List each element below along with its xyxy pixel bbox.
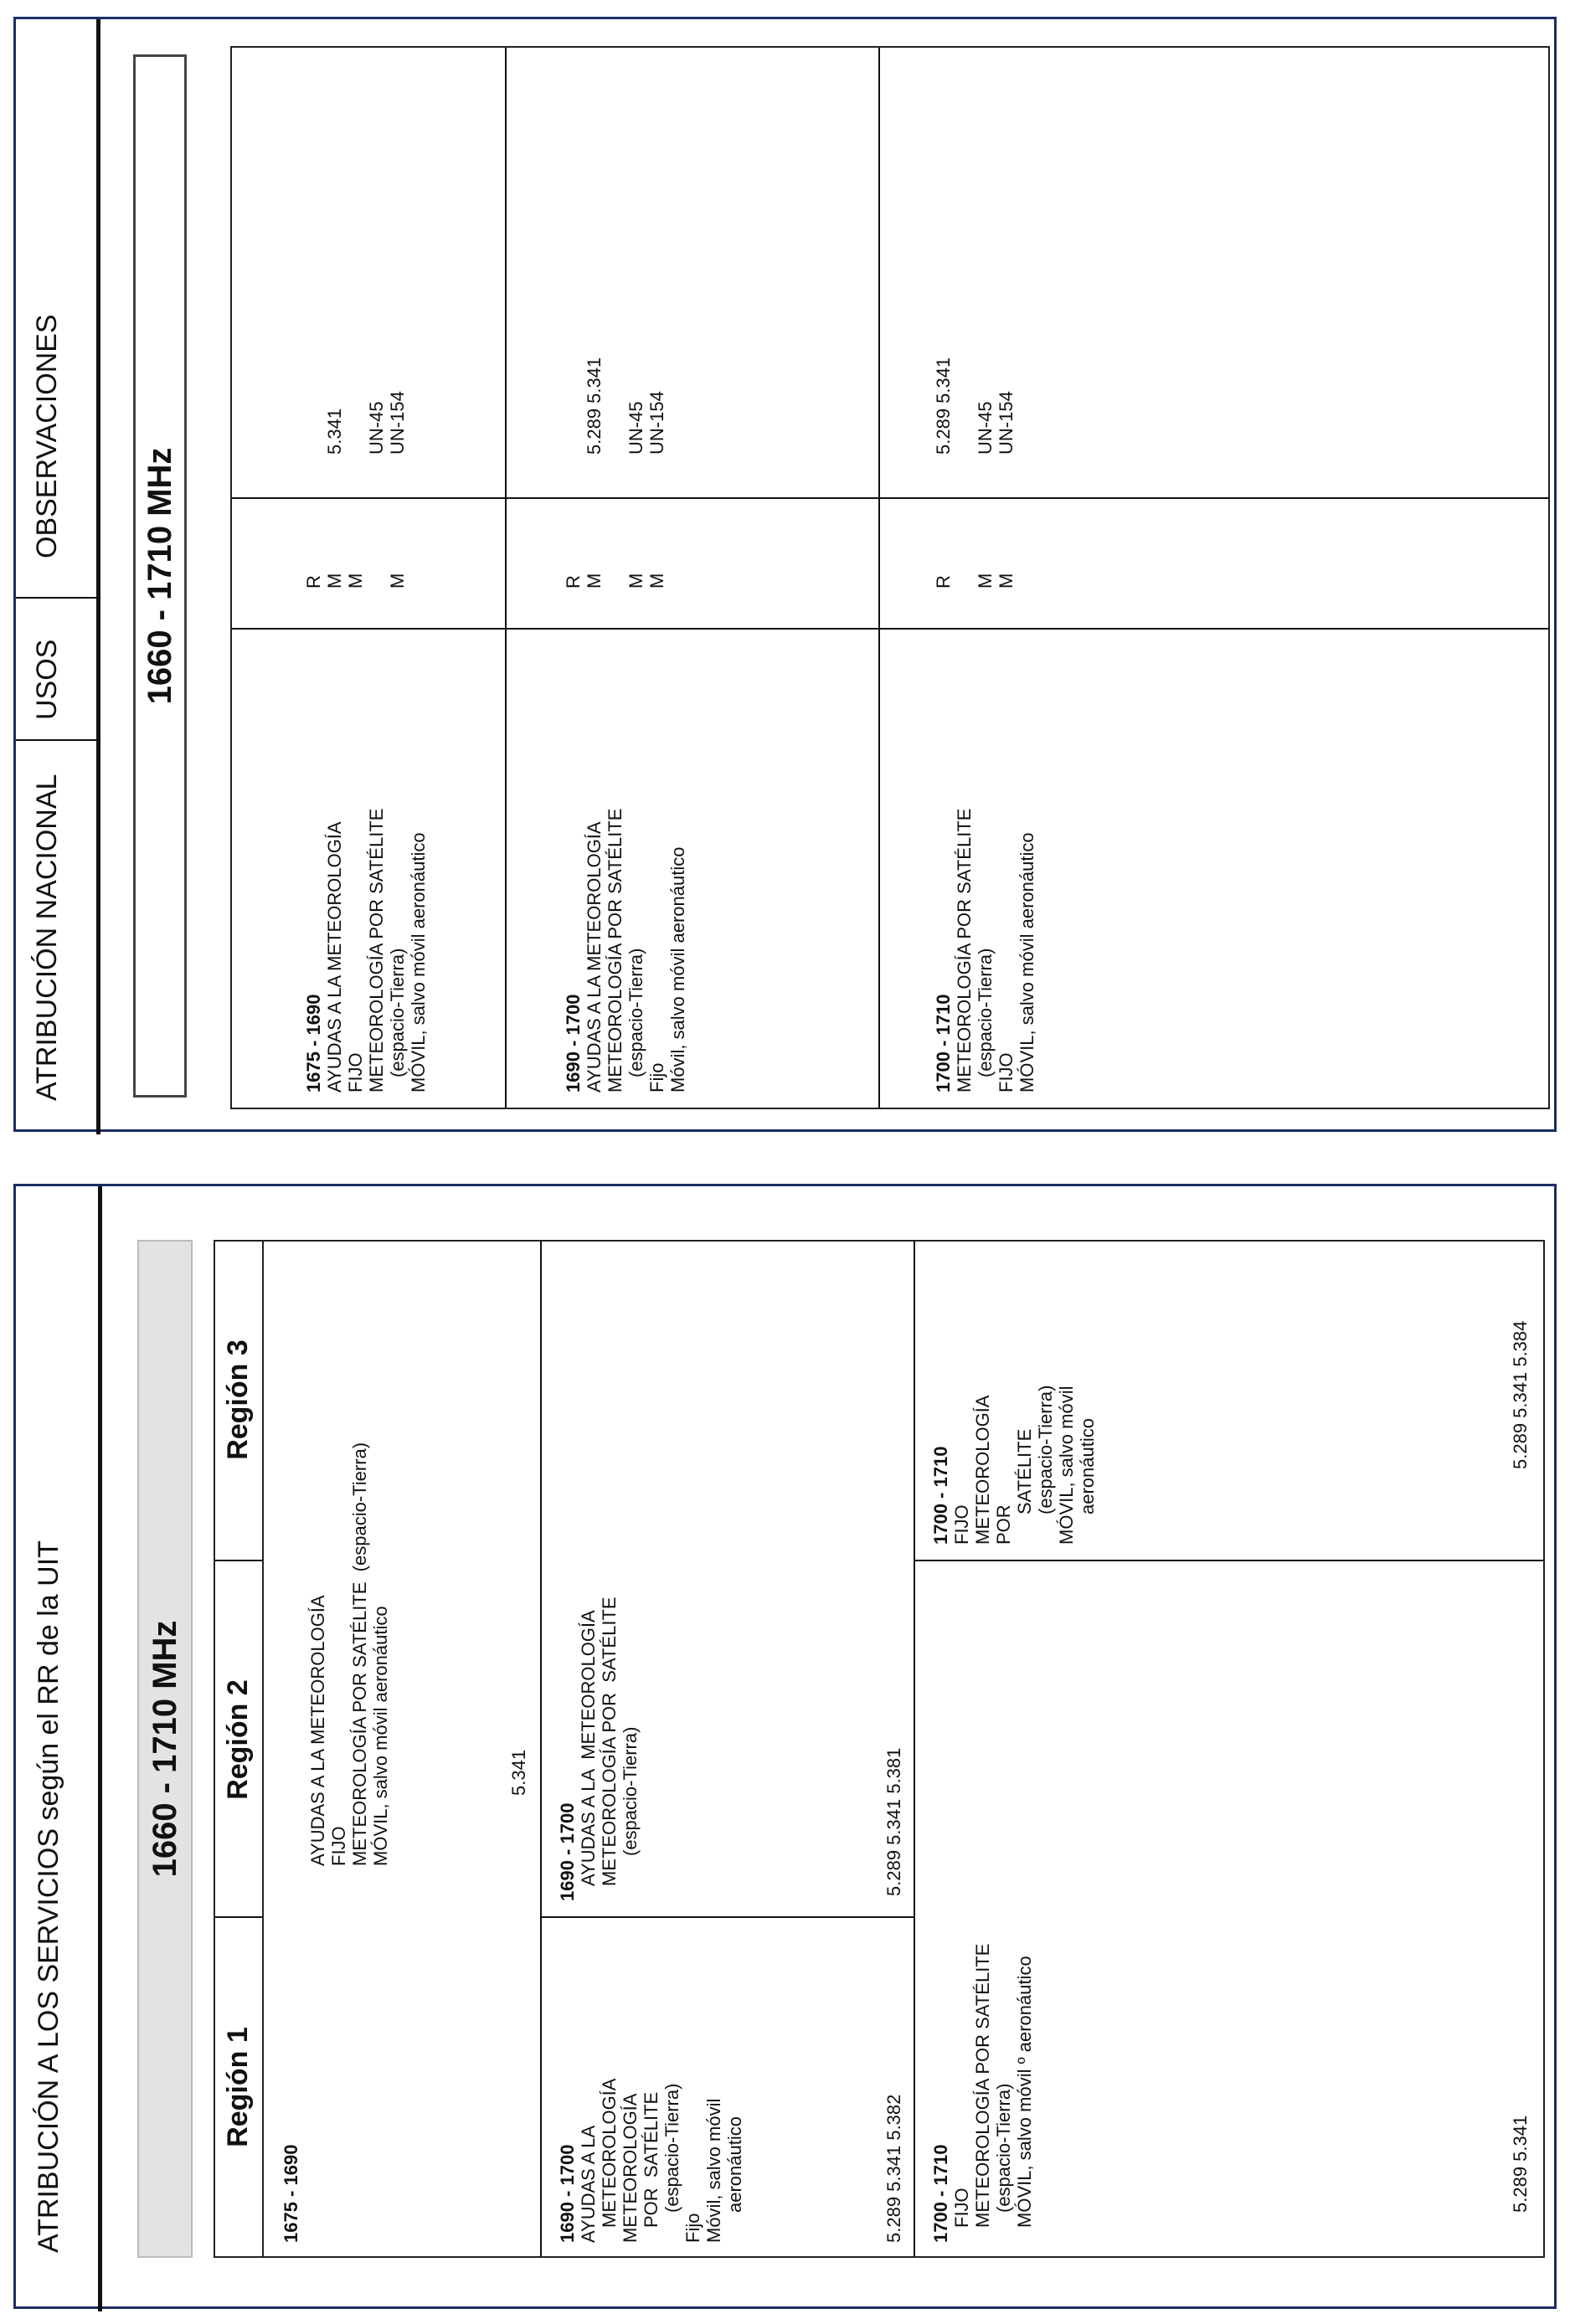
uit-rotated-layer — [16, 1186, 1559, 2311]
freq-range: 1675 - 1690 — [281, 2144, 301, 2243]
region-header-row — [214, 1240, 264, 2258]
service-line: AYUDAS A LA METEOROLOGÍA — [578, 1610, 599, 1886]
uso-code: M — [387, 573, 408, 589]
obs-note: 5.341 — [324, 408, 345, 455]
uso-code: M — [646, 573, 667, 589]
header-divider — [16, 597, 96, 599]
service-line: METEOROLOGÍA POR SATÉLITE — [954, 808, 975, 1093]
uso-code — [605, 573, 625, 589]
service-line: METEOROLOGÍA POR SATÉLITE — [366, 808, 387, 1093]
service-line: POR — [993, 1504, 1014, 1545]
region-3-header: Región 3 — [222, 1339, 254, 1460]
row-divider — [540, 1242, 542, 2256]
obs-note: UN-45 — [975, 401, 996, 455]
service-line: (espacio-Tierra) — [975, 948, 996, 1077]
service-line: MÓVIL, salvo móvil º aeronáutico — [1014, 1956, 1035, 2228]
obs-note — [345, 391, 366, 455]
uit-row2-region1 — [557, 2079, 745, 2243]
national-allocation-panel — [13, 17, 1557, 1132]
service-line: FIJO — [328, 1826, 349, 1866]
uit-table — [262, 1240, 1545, 2258]
uit-row1-services — [307, 1442, 391, 1866]
freq-range: 1690 - 1700 — [557, 1802, 578, 1901]
footnote: 5.289 5.341 5.384 — [1510, 1320, 1531, 1469]
uso-code — [954, 573, 975, 589]
national-table — [230, 46, 1550, 1109]
obs-note: UN-154 — [996, 391, 1017, 455]
service-line: Fijo — [682, 2213, 703, 2243]
header-rule — [98, 1186, 102, 2311]
service-line: MÓVIL, salvo móvil — [1056, 1386, 1077, 1545]
service-line: SATÉLITE — [1014, 1428, 1035, 1514]
usos-cell — [933, 573, 1017, 589]
freq-range: 1690 - 1700 — [557, 2144, 578, 2243]
usos-cell — [303, 573, 408, 589]
service-line: FIJO — [951, 1504, 972, 1545]
header-rule — [96, 19, 100, 1134]
uit-title: ATRIBUCIÓN A LOS SERVICIOS según el RR de la UIT — [33, 1540, 64, 2253]
service-line: aeronáutico — [1077, 1418, 1098, 1514]
header-atribucion-nacional: ATRIBUCIÓN NACIONAL — [31, 774, 63, 1101]
service-line: (espacio-Tierra) — [387, 948, 408, 1077]
service-line: METEOROLOGÍA POR SATÉLITE — [599, 1596, 620, 1886]
service-line: (espacio-Tierra) — [661, 2083, 682, 2213]
national-row-1700-1710 — [912, 809, 1037, 1093]
service-line: AYUDAS A LA METEOROLOGÍA — [324, 821, 345, 1093]
row-divider — [505, 48, 507, 1108]
service-line: (espacio-Tierra) — [1035, 1385, 1056, 1514]
national-row-1690-1700 — [542, 809, 688, 1093]
footnote: 5.289 5.341 — [1510, 2115, 1531, 2213]
service-line: aeronáutico — [724, 2116, 745, 2213]
row-divider — [878, 48, 880, 1108]
footnote: 5.289 5.341 5.382 — [883, 2094, 904, 2243]
uso-code: M — [324, 573, 345, 589]
obs-note — [563, 357, 584, 455]
service-line: Móvil, salvo móvil aeronáutico — [667, 846, 688, 1093]
obs-note — [954, 357, 975, 455]
header-divider — [16, 739, 96, 741]
service-line: FIJO — [951, 2188, 972, 2228]
service-line: AYUDAS A LA METEOROLOGÍA — [584, 821, 605, 1093]
service-line: MÓVIL, salvo móvil aeronáutico — [408, 832, 429, 1093]
uit-row3-region3 — [930, 1386, 1098, 1545]
uso-code: M — [996, 573, 1017, 589]
service-line: AYUDAS A LA METEOROLOGÍA — [307, 1595, 328, 1866]
uit-row3-region12 — [930, 1944, 1035, 2243]
usos-cell — [563, 573, 667, 589]
header-observaciones: OBSERVACIONES — [31, 314, 63, 558]
freq-range: 1700 - 1710 — [930, 1446, 951, 1545]
national-band-label: 1660 - 1710 MHz — [133, 54, 187, 1098]
footnote: 5.289 5.341 5.381 — [883, 1747, 904, 1896]
service-line: MÓVIL, salvo móvil aeronáutico — [370, 1606, 391, 1866]
service-line: Móvil, salvo móvil — [703, 2098, 724, 2243]
obs-cell — [563, 357, 667, 455]
national-row-1675-1690 — [282, 809, 429, 1093]
footnote: 5.341 — [508, 1749, 529, 1796]
service-line: METEOROLOGÍA — [972, 1395, 993, 1545]
obs-note — [303, 391, 324, 455]
region-1-header: Región 1 — [222, 2027, 254, 2147]
uso-code: M — [625, 573, 646, 589]
uso-code: R — [933, 575, 954, 589]
national-rotated-layer — [16, 19, 1559, 1134]
uso-code: M — [975, 573, 996, 589]
obs-note — [605, 357, 625, 455]
uit-allocation-panel — [13, 1184, 1557, 2309]
obs-note: UN-154 — [646, 391, 667, 455]
freq-range: 1690 - 1700 — [563, 994, 584, 1093]
freq-range: 1675 - 1690 — [303, 994, 324, 1093]
obs-note: 5.289 5.341 — [584, 357, 605, 455]
uso-code: R — [303, 575, 324, 589]
uso-code — [366, 573, 387, 589]
service-line: (espacio-Tierra) — [620, 1726, 641, 1856]
freq-range: 1700 - 1710 — [933, 994, 954, 1093]
col-divider — [232, 628, 1548, 630]
col-divider — [914, 1560, 1543, 1561]
service-line: (espacio-Tierra) — [993, 2083, 1014, 2213]
service-line: METEOROLOGÍA — [620, 2093, 641, 2243]
uit-row2-region23 — [557, 1596, 641, 1901]
obs-cell — [933, 357, 1017, 455]
service-line: FIJO — [345, 1052, 366, 1093]
obs-note: 5.289 5.341 — [933, 357, 954, 455]
service-line: AYUDAS A LA — [578, 2125, 599, 2243]
header-usos: USOS — [31, 639, 63, 720]
service-line: METEOROLOGÍA POR SATÉLITE (espacio-Tierra) — [349, 1442, 370, 1866]
service-line: (espacio-Tierra) — [625, 948, 646, 1077]
uso-code: M — [345, 573, 366, 589]
service-line: METEOROLOGÍA POR SATÉLITE — [605, 808, 625, 1093]
service-line: Fijo — [646, 1062, 667, 1093]
freq-range: 1700 - 1710 — [930, 2144, 951, 2243]
uso-code: R — [563, 575, 584, 589]
service-line: METEOROLOGÍA POR SATÉLITE — [972, 1943, 993, 2228]
obs-note: UN-45 — [625, 401, 646, 455]
row-divider — [914, 1242, 915, 2256]
obs-cell — [303, 391, 408, 455]
region-2-header: Región 2 — [222, 1679, 254, 1800]
obs-note: UN-154 — [387, 391, 408, 455]
service-line: POR SATÉLITE — [641, 2091, 661, 2228]
uit-band-label: 1660 - 1710 MHz — [137, 1240, 193, 2258]
col-divider — [232, 497, 1548, 499]
uso-code: M — [584, 573, 605, 589]
col-divider — [540, 1916, 914, 1918]
service-line: METEOROLOGÍA — [599, 2078, 620, 2228]
service-line: FIJO — [996, 1052, 1017, 1093]
obs-note: UN-45 — [366, 401, 387, 455]
service-line: MÓVIL, salvo móvil aeronáutico — [1017, 832, 1037, 1093]
